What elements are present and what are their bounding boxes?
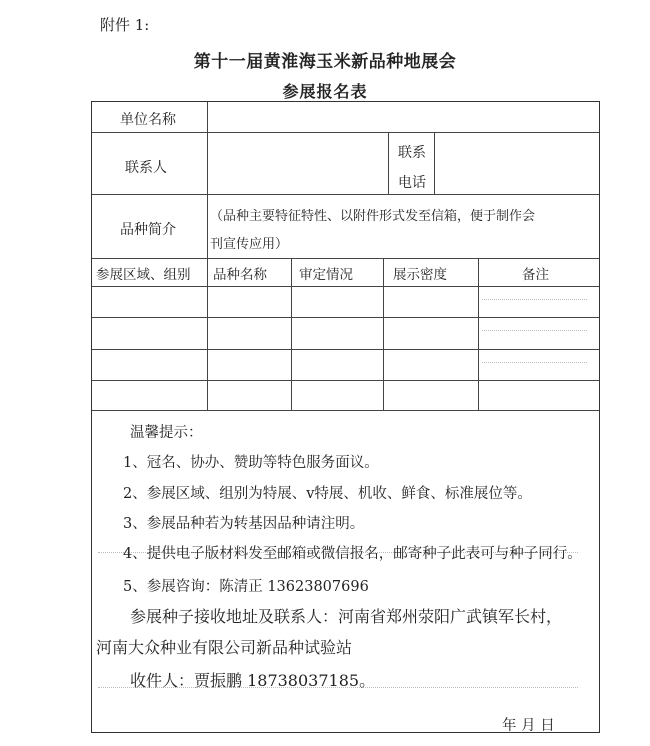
row-divider <box>92 286 599 287</box>
col-header-approval: 审定情况 <box>299 267 353 283</box>
tips-heading: 温馨提示： <box>130 425 203 441</box>
scan-artifact <box>482 362 587 363</box>
variety-intro-hint: （品种主要特征特性、以附件形式发至信箱，便于制作会 <box>210 209 536 224</box>
col-divider <box>207 102 208 258</box>
contact-person-label: 联系人 <box>125 160 167 176</box>
col-divider <box>207 258 208 410</box>
tip-item: 5、参展咨询：陈清正 13623807696 <box>123 579 369 595</box>
col-divider <box>291 258 292 410</box>
col-divider <box>383 258 384 410</box>
variety-intro-label: 品种简介 <box>120 222 176 238</box>
row-divider <box>92 317 599 318</box>
col-divider <box>434 133 435 194</box>
col-header-region: 参展区域、组别 <box>96 267 191 283</box>
row-divider <box>92 349 599 350</box>
unit-name-label: 单位名称 <box>120 112 176 128</box>
variety-intro-hint: 刊宣传应用） <box>210 237 289 252</box>
row-divider <box>92 410 599 411</box>
tip-item: 1、冠名、协办、赞助等特色服务面议。 <box>123 455 379 471</box>
col-divider <box>478 258 479 410</box>
receiver-info: 收件人：贾振鹏 18738037185。 <box>130 671 376 690</box>
col-header-variety: 品种名称 <box>213 267 267 283</box>
form-subtitle: 参展报名表 <box>282 82 368 101</box>
tip-item: 2、参展区域、组别为特展、v特展、机收、鲜食、标准展位等。 <box>123 486 532 502</box>
date-line: 年 月 日 <box>502 718 555 734</box>
row-divider <box>92 132 599 133</box>
row-divider <box>92 194 599 195</box>
row-divider <box>92 380 599 381</box>
tip-item: 4、提供电子版材料发至邮箱或微信报名，邮寄种子此表可与种子同行。 <box>123 546 582 562</box>
col-divider <box>388 133 389 194</box>
col-header-density: 展示密度 <box>393 267 447 283</box>
scan-artifact <box>482 330 587 331</box>
tip-item: 3、参展品种若为转基因品种请注明。 <box>123 516 365 532</box>
phone-label-line1: 联系 <box>398 145 426 161</box>
form-title: 第十一届黄淮海玉米新品种地展会 <box>193 52 457 72</box>
col-header-remarks: 备注 <box>522 267 549 283</box>
phone-label-line2: 电话 <box>398 175 426 191</box>
registration-form <box>91 101 600 733</box>
scan-artifact <box>482 299 587 300</box>
shipping-address: 参展种子接收地址及联系人：河南省郑州荥阳广武镇军长村， <box>130 607 563 626</box>
row-divider <box>92 258 599 259</box>
attachment-label: 附件 1: <box>100 16 150 34</box>
shipping-address: 河南大众种业有限公司新品种试验站 <box>96 638 353 657</box>
